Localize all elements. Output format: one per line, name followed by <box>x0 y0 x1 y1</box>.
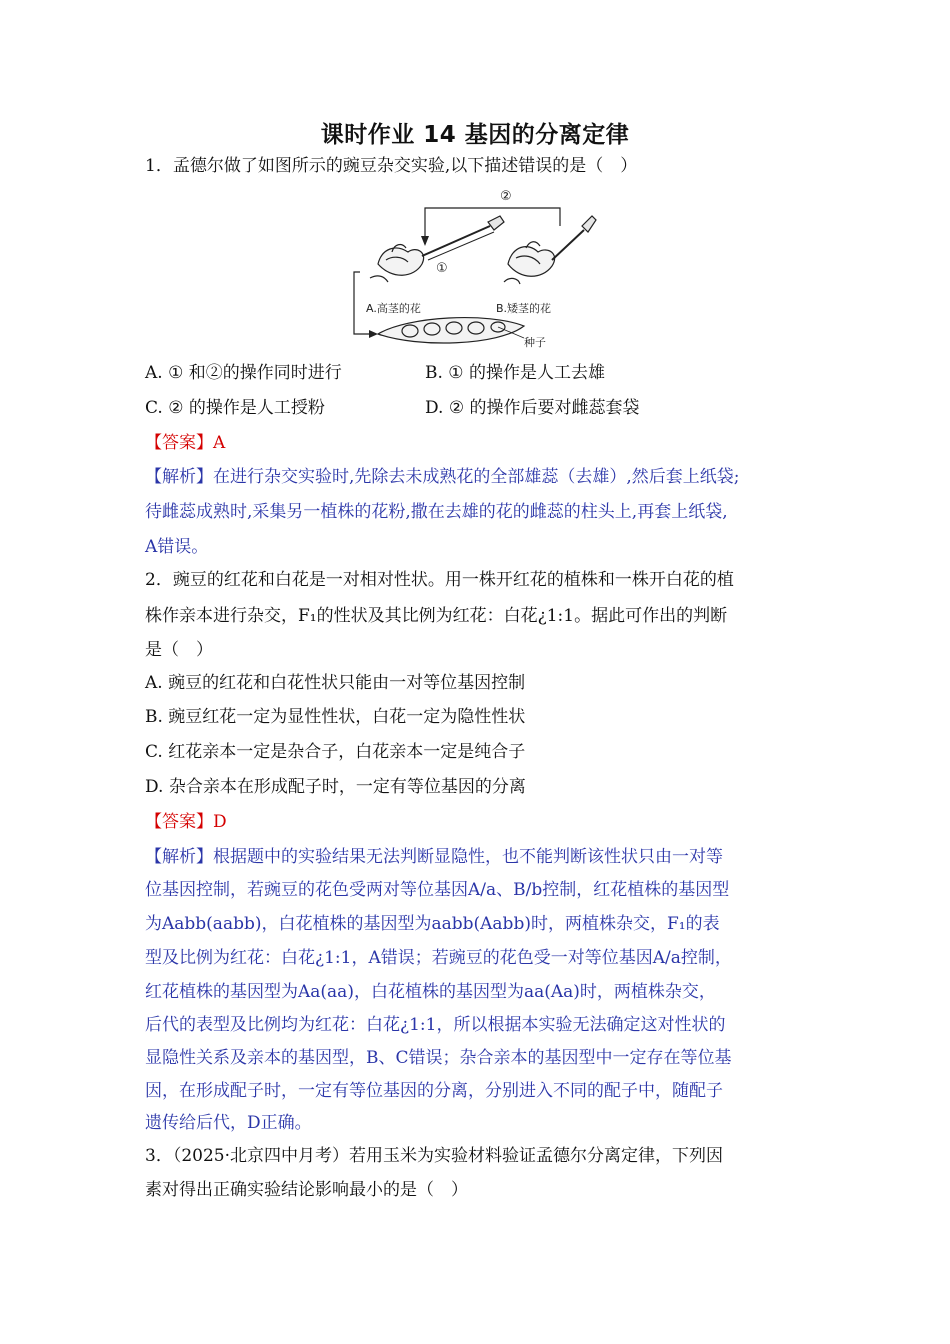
q1-stem: 1．孟德尔做了如图所示的豌豆杂交实验,以下描述错误的是（ ） <box>145 156 638 176</box>
q2-analysis-line: 位基因控制，若豌豆的花色受两对等位基因A/a、B/b控制，红花植株的基因型 <box>145 880 730 900</box>
q1-option-b: B. ① 的操作是人工去雄 <box>425 363 605 383</box>
q3-stem-line: 3．（2025·北京四中月考）若用玉米为实验材料验证孟德尔分离定律，下列因 <box>145 1146 723 1166</box>
q3-stem-line: 素对得出正确实验结论影响最小的是（ ） <box>145 1180 468 1200</box>
q1-analysis-line: A错误。 <box>145 537 209 557</box>
q2-analysis-line: 型及比例为红花：白花¿1:1，A错误；若豌豆的花色受一对等位基因A/a控制， <box>145 948 732 968</box>
q1-option-a: A. ① 和②的操作同时进行 <box>145 363 342 383</box>
q2-option-b: B. 豌豆红花一定为显性性状，白花一定为隐性性状 <box>145 707 526 727</box>
q2-analysis-line: 【解析】根据题中的实验结果无法判断显隐性，也不能判断该性状只由一对等 <box>145 847 723 867</box>
q1-answer: 【答案】A <box>145 433 226 453</box>
q1-analysis-line: 【解析】在进行杂交实验时,先除去未成熟花的全部雄蕊（去雄）,然后套上纸袋; <box>145 467 740 487</box>
label-operation-2: ② <box>500 189 512 204</box>
arrow-2-head <box>421 236 429 246</box>
q2-answer: 【答案】D <box>145 812 227 832</box>
q2-analysis-line: 红花植株的基因型为Aa(aa)，白花植株的基因型为aa(Aa)时，两植株杂交， <box>145 982 716 1002</box>
q2-option-a: A. 豌豆的红花和白花性状只能由一对等位基因控制 <box>145 673 526 693</box>
q1-option-d: D. ② 的操作后要对雌蕊套袋 <box>425 398 640 418</box>
q2-analysis-line: 因，在形成配子时，一定有等位基因的分离，分别进入不同的配子中，随配子 <box>145 1081 723 1101</box>
q2-analysis-line: 显隐性关系及亲本的基因型，B、C错误；杂合亲本的基因型中一定存在等位基 <box>145 1048 732 1068</box>
q2-analysis-line: 遗传给后代，D正确。 <box>145 1113 312 1133</box>
q2-analysis-line: 后代的表型及比例均为红花：白花¿1:1，所以根据本实验无法确定这对性状的 <box>145 1015 726 1035</box>
pea-cross-figure <box>348 186 603 350</box>
q2-option-d: D. 杂合亲本在形成配子时，一定有等位基因的分离 <box>145 777 526 797</box>
page-title: 课时作业 14 基因的分离定律 <box>320 122 630 148</box>
q1-option-c: C. ② 的操作是人工授粉 <box>145 398 325 418</box>
q1-analysis-line: 待雌蕊成熟时,采集另一植株的花粉,撒在去雄的花的雌蕊的柱头上,再套上纸袋, <box>145 502 728 522</box>
label-short-flower: B.矮茎的花 <box>496 302 552 315</box>
q2-analysis-line: 为Aabb(aabb)，白花植株的基因型为aabb(Aabb)时，两植株杂交，F₁的表 <box>145 914 720 934</box>
label-tall-flower: A.高茎的花 <box>366 302 421 315</box>
q2-option-c: C. 红花亲本一定是杂合子，白花亲本一定是纯合子 <box>145 742 526 762</box>
label-operation-1: ① <box>436 261 448 276</box>
q2-stem-line: 2．豌豆的红花和白花是一对相对性状。用一株开红花的植株和一株开白花的植 <box>145 570 734 590</box>
q2-stem-line: 株作亲本进行杂交，F₁的性状及其比例为红花：白花¿1:1。据此可作出的判断 <box>145 606 728 626</box>
label-seed: 种子 <box>524 336 546 349</box>
q2-stem-line: 是（ ） <box>145 640 213 660</box>
